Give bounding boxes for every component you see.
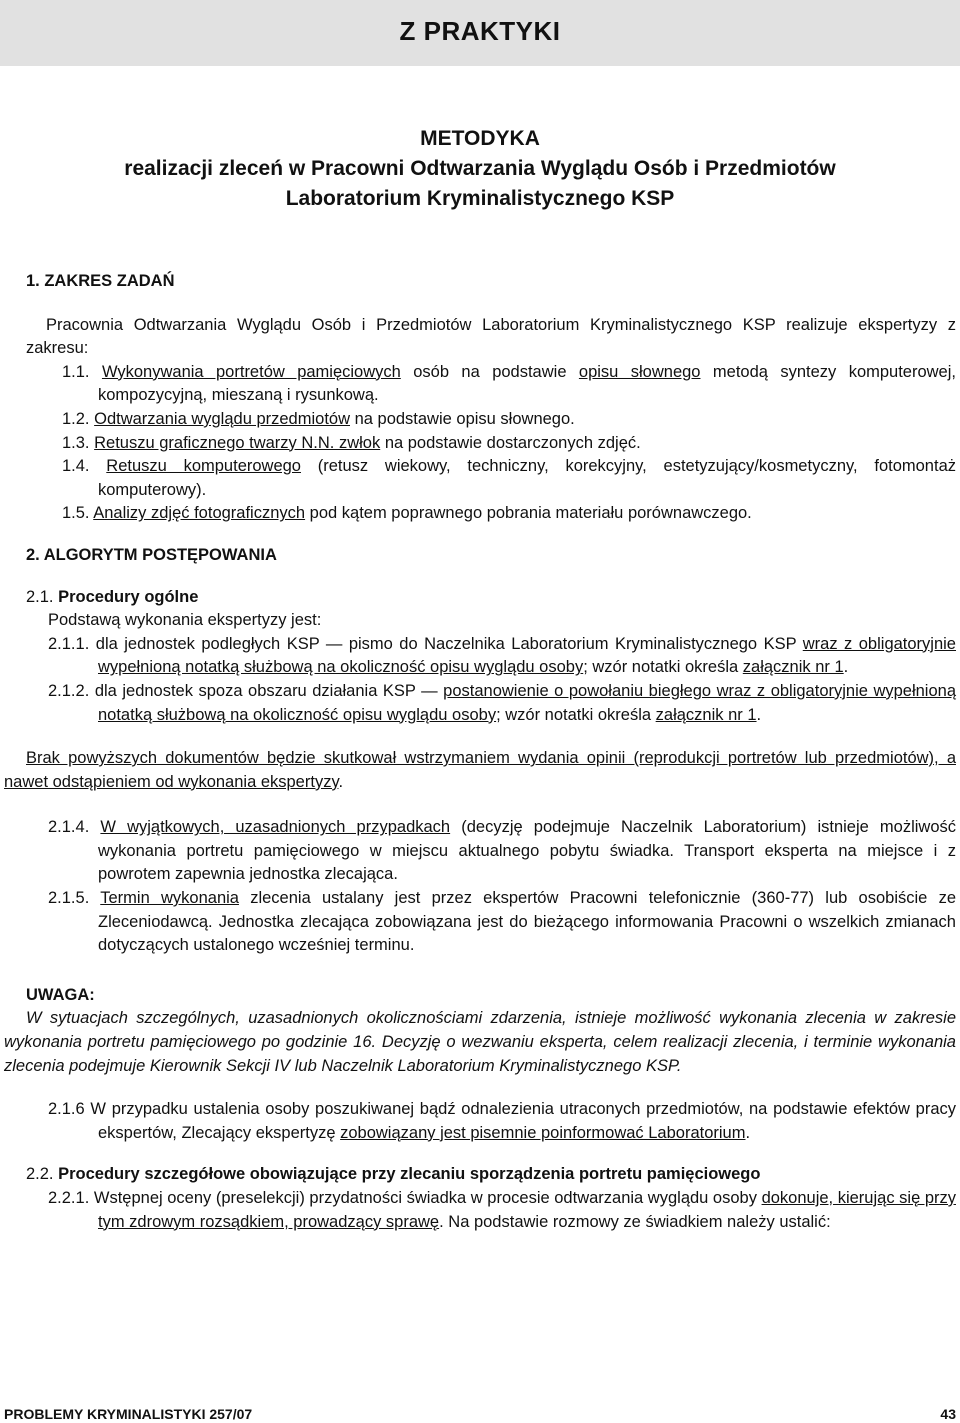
item-2-2-1 bbox=[4, 1187, 956, 1234]
item-2-1-1 bbox=[4, 633, 956, 680]
warning-paragraph bbox=[4, 747, 956, 794]
item-number: 2.1.5. bbox=[48, 889, 90, 908]
item-2-1-4 bbox=[4, 816, 956, 887]
title-line-1: METODYKA bbox=[420, 127, 540, 150]
item-2-1-5 bbox=[4, 887, 956, 958]
subsection-2-2 bbox=[26, 1163, 956, 1187]
uwaga-text: W sytuacjach szczególnych, uzasadnionych okolicznościami zdarzenia, istnieje możliwość wykonania zlecenia w zakresie wykonania portretu pamięciowego po godzinie 16. Decyzję o wezwaniu eksperta, celem realizacji zlecenia, i terminie wykonania zlecenia podejmuje Kierownik Sekcji IV lub Naczelnik Laboratorium Kryminalistycznego KSP. bbox=[4, 1009, 956, 1075]
item-text: metodą syntezy komputerowej, kompozycyjną, mieszaną i rysunkową. bbox=[98, 362, 956, 405]
item-underlined-text: Analizy zdjęć fotograficznych bbox=[93, 504, 306, 523]
title-line-2: realizacji zleceń w Pracowni Odtwarzania Wyglądu Osób i Przedmiotów bbox=[124, 157, 836, 180]
item-number: 1.5. bbox=[62, 504, 90, 523]
item-underlined-text: dokonuje, kierując się przy tym zdrowym rozsądkiem, prowadzący sprawę bbox=[98, 1189, 956, 1231]
section-1-heading: 1. ZAKRES ZADAŃ bbox=[26, 272, 175, 290]
item-text: dla jednostek spoza obszaru działania KSP — bbox=[94, 681, 444, 700]
warning-text: . bbox=[338, 772, 344, 791]
basis-text: Podstawą wykonania ekspertyzy jest: bbox=[48, 611, 322, 630]
item-2-1-2 bbox=[4, 680, 956, 727]
item-underlined-text: W wyjątkowych, uzasadnionych przypadkach bbox=[100, 818, 451, 837]
item-underlined-text: Termin wykonania bbox=[100, 889, 239, 908]
document-title bbox=[0, 124, 960, 214]
item-1-5 bbox=[4, 502, 956, 526]
item-text: (decyzję podejmuje Naczelnik Laboratorium) istnieje możliwość wykonania portretu pamięciowego w miejscu aktualnego pobytu świadka. Transport eksperta na miejsce i z powrotem zapewnia jednostka zlecająca. bbox=[98, 818, 957, 884]
document-body bbox=[4, 270, 956, 1234]
item-text: . bbox=[745, 1123, 751, 1142]
item-number: 1.1. bbox=[62, 362, 90, 381]
item-number: 1.2. bbox=[62, 409, 90, 428]
item-text: . bbox=[843, 658, 849, 677]
item-number: 1.3. bbox=[62, 433, 90, 452]
item-1-2 bbox=[4, 408, 956, 432]
item-underlined-text: Wykonywania portretów pamięciowych bbox=[101, 362, 401, 381]
item-text: osób na podstawie bbox=[400, 362, 579, 381]
subsection-number: 2.1. bbox=[26, 587, 54, 606]
item-1-3 bbox=[4, 432, 956, 456]
item-text: (retusz wiekowy, techniczny, korekcyjny, estetyzujący/kosmetyczny, fotomontaż komputerowy). bbox=[98, 457, 956, 499]
item-number: 2.1.4. bbox=[48, 818, 90, 837]
item-text: W przypadku ustalenia osoby poszukiwanej bądź odnalezienia utraconych przedmiotów, na podstawie efektów pracy ekspertów, Zlecający ekspertyzę bbox=[84, 1100, 956, 1142]
item-number: 2.1.6 bbox=[48, 1100, 85, 1119]
item-text: pod kątem poprawnego pobrania materiału porównawczego. bbox=[305, 504, 752, 523]
item-text: . bbox=[756, 705, 762, 724]
item-text: na podstawie dostarczonych zdjęć. bbox=[380, 433, 641, 452]
section-1-intro: Pracownia Odtwarzania Wyglądu Osób i Przedmiotów Laboratorium Kryminalistycznego KSP realizuje ekspertyzy z zakresu: bbox=[26, 315, 956, 358]
item-underlined-text: Odtwarzania wyglądu przedmiotów bbox=[94, 409, 350, 428]
header-banner bbox=[0, 0, 960, 66]
item-text: na podstawie opisu słownego. bbox=[350, 409, 575, 428]
item-text: ; wzór notatki określa bbox=[583, 658, 743, 677]
journal-name: PROBLEMY KRYMINALISTYKI 257/07 bbox=[4, 1406, 253, 1422]
uwaga-label: UWAGA: bbox=[26, 985, 95, 1004]
item-underlined-text: opisu słownego bbox=[578, 362, 701, 381]
item-2-1-6 bbox=[4, 1098, 956, 1145]
title-line-3: Laboratorium Kryminalistycznego KSP bbox=[285, 187, 675, 210]
page-number: 43 bbox=[940, 1406, 956, 1422]
item-text: zlecenia ustalany jest przez ekspertów Pracowni telefonicznie (360-77) lub osobiście ze Zleceniodawcą. Jednostka zlecająca zobowiązana jest do bieżącego informowania Pracowni o wszelkich zmianach dotyczących ustalonego wcześniej terminu. bbox=[98, 889, 956, 955]
item-number: 2.2.1. bbox=[48, 1189, 90, 1207]
item-underlined-text: wraz z obligatoryjnie wypełnioną notatką służbową na okoliczność opisu wyglądu osoby bbox=[98, 634, 956, 677]
item-text: dla jednostek podległych KSP — pismo do Naczelnika Laboratorium Kryminalistycznego KSP bbox=[95, 634, 803, 653]
section-2-heading: 2. ALGORYTM POSTĘPOWANIA bbox=[26, 545, 277, 564]
item-1-1 bbox=[4, 361, 956, 408]
item-number: 2.1.2. bbox=[48, 681, 90, 700]
subsection-2-1 bbox=[26, 586, 956, 610]
item-text: ; wzór notatki określa bbox=[496, 705, 656, 724]
item-underlined-text: Retuszu komputerowego bbox=[106, 457, 301, 476]
item-number: 2.1.1. bbox=[48, 634, 90, 653]
banner-title: Z PRAKTYKI bbox=[399, 16, 561, 46]
item-underlined-text: zobowiązany jest pisemnie poinformować Laboratorium bbox=[340, 1123, 746, 1142]
subsection-title: Procedury szczegółowe obowiązujące przy zlecaniu sporządzenia portretu pamięciowego bbox=[58, 1165, 761, 1184]
item-number: 1.4. bbox=[62, 457, 90, 476]
subsection-title: Procedury ogólne bbox=[58, 587, 199, 606]
page-footer bbox=[4, 1406, 956, 1422]
item-text: . Na podstawie rozmowy ze świadkiem należy ustalić: bbox=[439, 1212, 831, 1231]
item-underlined-text: Retuszu graficznego twarzy N.N. zwłok bbox=[94, 433, 381, 452]
item-underlined-text: załącznik nr 1 bbox=[742, 658, 844, 677]
warning-underlined-text: Brak powyższych dokumentów będzie skutkował wstrzymaniem wydania opinii (reprodukcji portretów lub przedmiotów), a nawet odstąpieniem od wykonania ekspertyzy bbox=[4, 749, 956, 791]
item-underlined-text: postanowienie o powołaniu biegłego wraz z obligatoryjnie wypełnioną notatką służbową na okoliczność opisu wyglądu osoby bbox=[98, 681, 956, 724]
subsection-number: 2.2. bbox=[26, 1165, 54, 1184]
item-underlined-text: załącznik nr 1 bbox=[655, 705, 757, 724]
item-1-4 bbox=[4, 455, 956, 502]
item-text: Wstępnej oceny (preselekcji) przydatności świadka w procesie odtwarzania wyglądu osoby bbox=[93, 1189, 762, 1207]
